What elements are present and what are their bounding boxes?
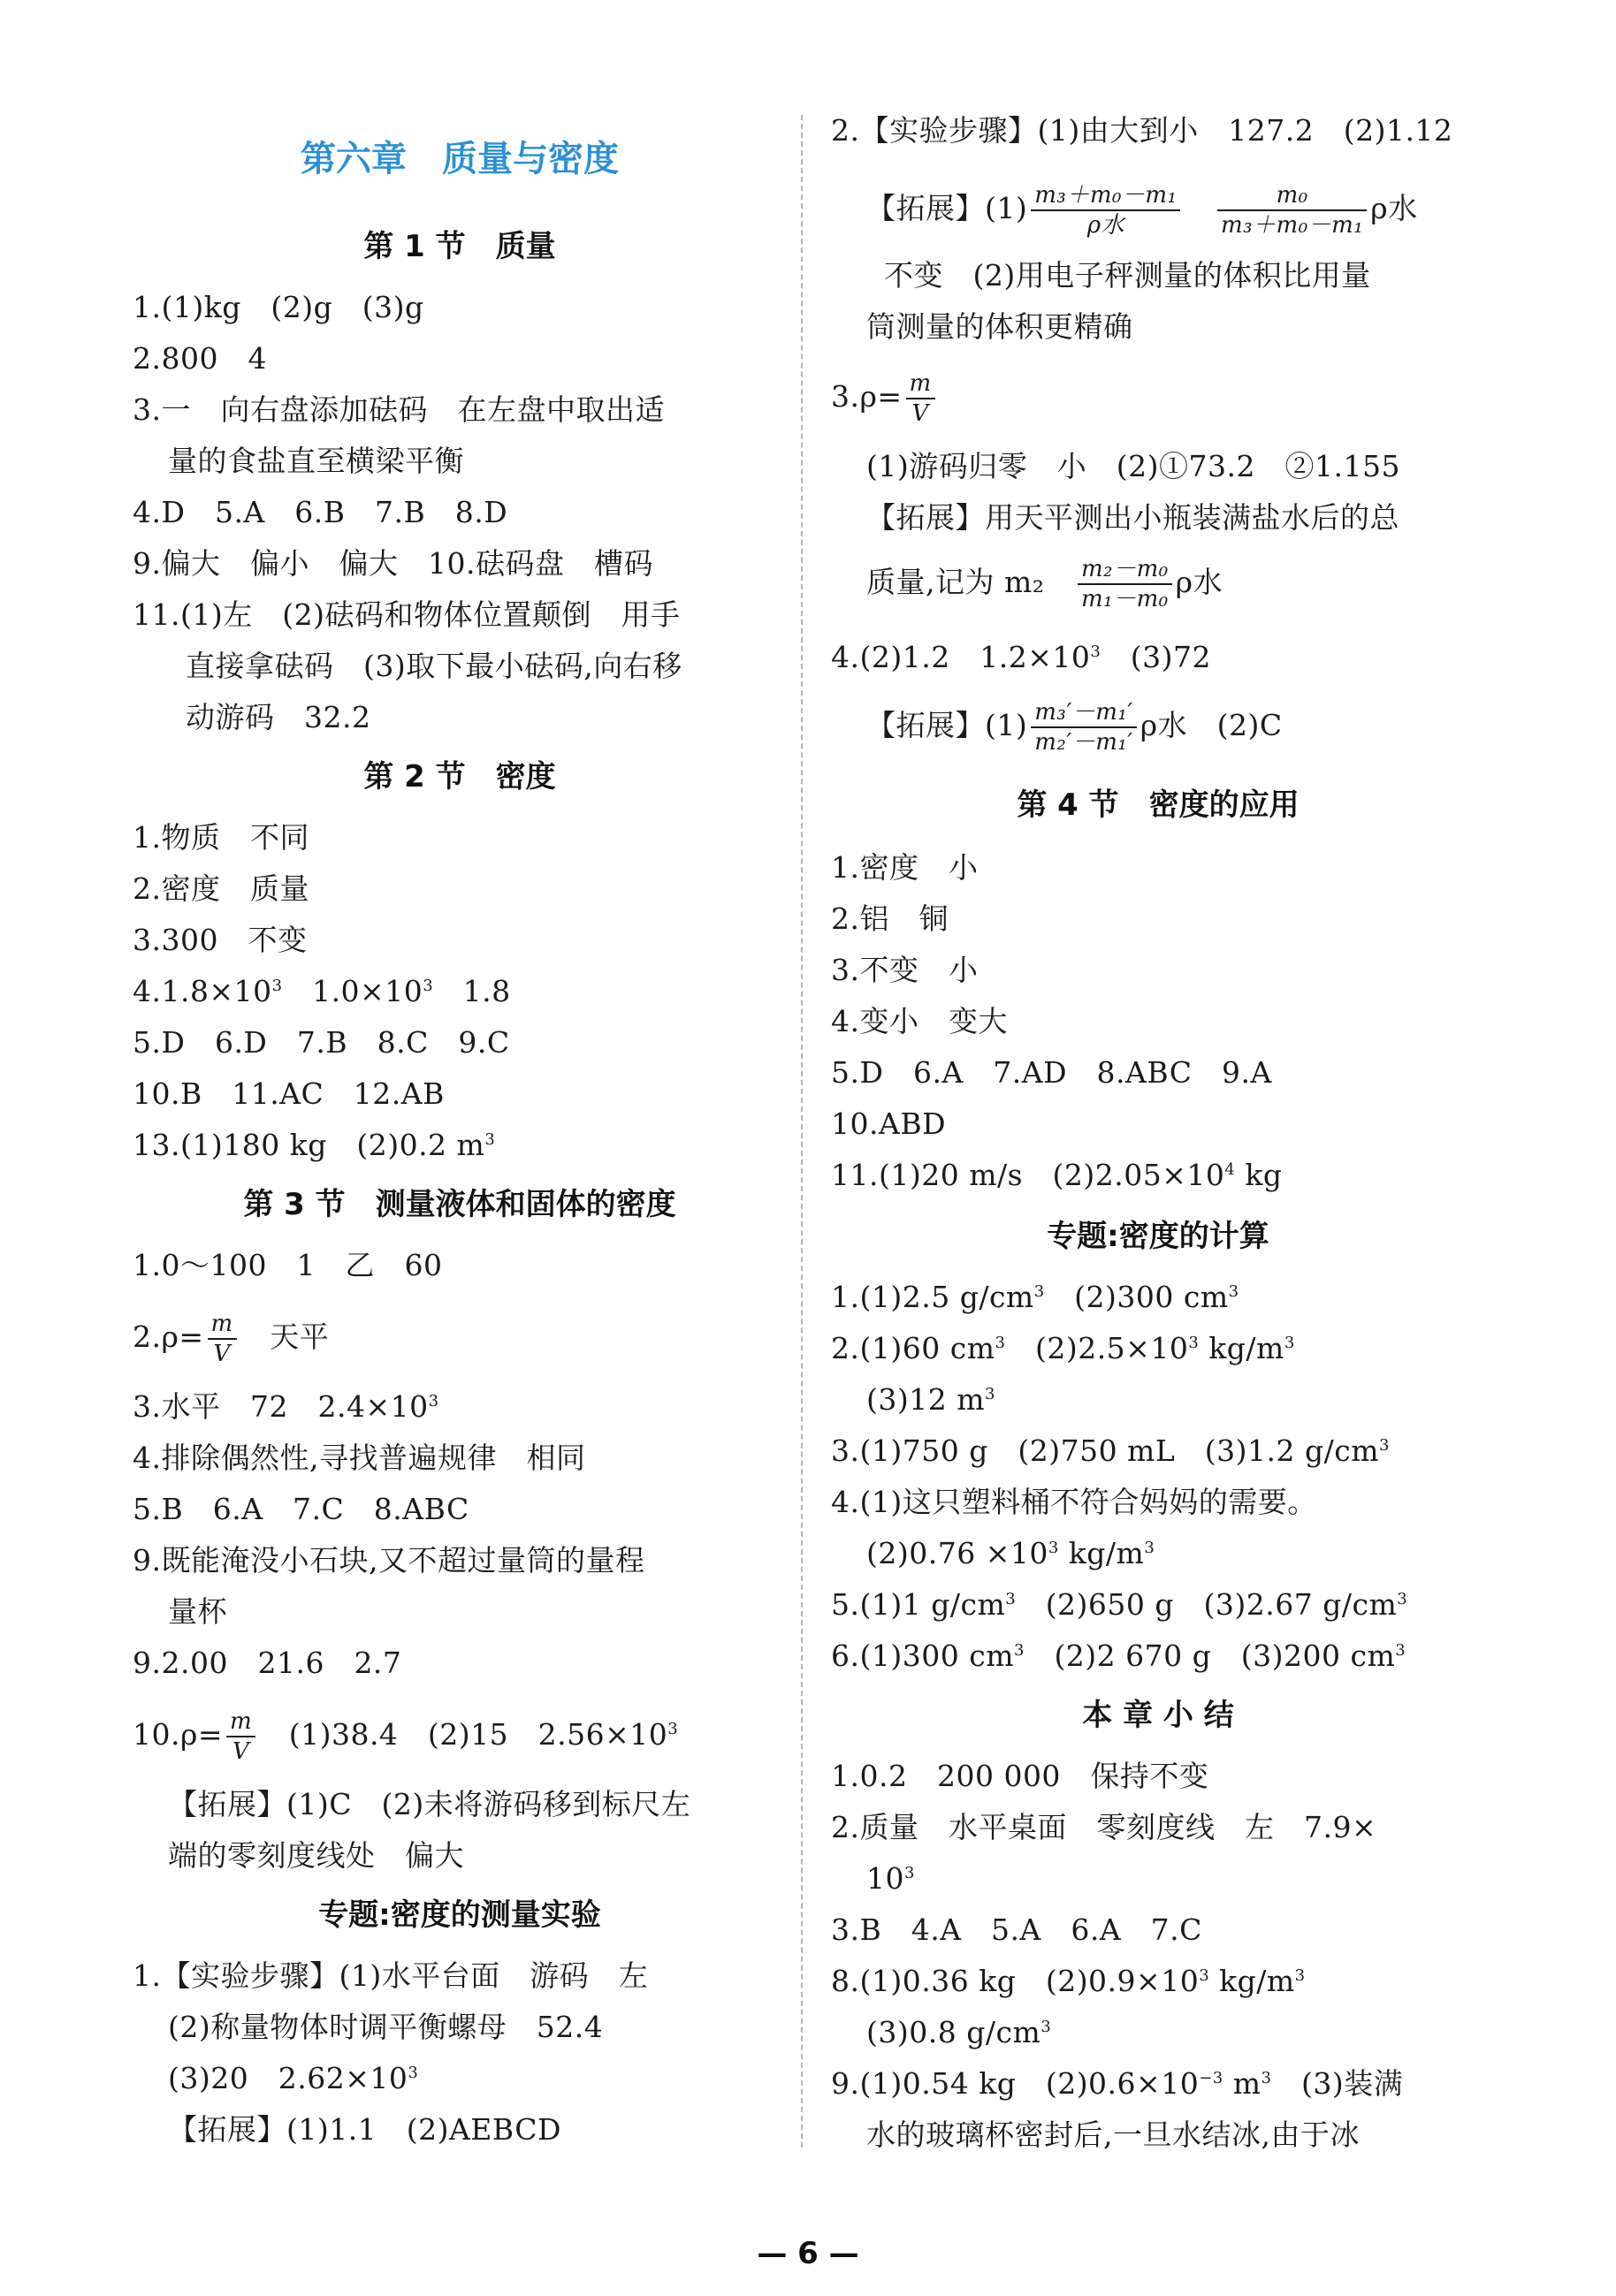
formula-fraction: $\frac{\text{m₀}}{\text{m₃＋m₀－m₁}}$ [1217, 181, 1367, 239]
answer-line: 13.(1)180 kg (2)0.2 $m^3$ [133, 1128, 496, 1162]
chapter-summary-title: 本 章 小 结 [1082, 1698, 1234, 1733]
answer-line: 量杯 [168, 1594, 227, 1629]
formula-fraction: $\frac{\text{m₃′－m₁′}}{\text{m₂′－m₁′}}$ [1031, 698, 1136, 756]
answer-line: 【拓展】(1) $\frac{\text{m₃′－m₁′}}{\text{m₂′－m₁′}}$ ρ水 (2)C [866, 699, 1283, 756]
answer-line: 【拓展】(1)C (2)未将游码移到标尺左 [168, 1787, 691, 1821]
chapter-title: 第六章 质量与密度 [301, 138, 619, 179]
answer-line: 10.B 11.AC 12.AB [133, 1076, 445, 1111]
answer-line: 3.300 不变 [133, 923, 308, 957]
answer-line: 不变 (2)用电子秤测量的体积比用量 [884, 258, 1371, 293]
answer-line: 9.(1)0.54 kg $(2)0.6\times 10^{-3}$ $m^3$ (3)装满 [831, 2066, 1404, 2101]
section-title-2: 第 2 节 密度 [363, 759, 556, 794]
answer-line: 5.D 6.A 7.AD 8.ABC 9.A [831, 1055, 1272, 1090]
answer-line: 4.变小 变大 [831, 1004, 1008, 1038]
answer-line: (1)游码归零 小 (2)①73.2 ②1.155 [866, 449, 1400, 483]
answer-line: (3)20 $2.62\times 10^3$ [168, 2061, 419, 2095]
answer-line: $4.1.8\times 10^3$ $1.0\times 10^3$ 1.8 [133, 974, 511, 1008]
answer-line: 1.密度 小 [831, 850, 979, 885]
answer-line: 2.【实验步骤】(1)由大到小 127.2 (2)1.12 [831, 113, 1453, 148]
answer-line: 5.D 6.D 7.B 8.C 9.C [133, 1025, 510, 1060]
answer-line: 9.既能淹没小石块,又不超过量筒的量程 [133, 1543, 645, 1578]
topic-title-2: 专题:密度的计算 [1047, 1219, 1269, 1254]
answer-line: 8.(1)0.36 kg $(2)0.9\times 10^3$ $kg/m^3$ [831, 1964, 1306, 1998]
answer-line: 量的食盐直至横梁平衡 [168, 444, 464, 478]
answer-line: 4.排除偶然性,寻找普遍规律 相同 [133, 1441, 586, 1475]
answer-line: 4.(1)这只塑料桶不符合妈妈的需要。 [831, 1485, 1317, 1519]
topic-title-1: 专题:密度的测量实验 [318, 1897, 601, 1933]
answer-line: 2.(1)60 $cm^3$ $(2)2.5\times 10^3$ $kg/m^3$ [831, 1331, 1295, 1365]
formula-fraction: $\frac{m}{V}$ [208, 1310, 237, 1368]
answer-line: 筒测量的体积更精确 [866, 309, 1133, 344]
answer-line: 4.D 5.A 6.B 7.B 8.D [133, 495, 508, 529]
formula-fraction: $\frac{\text{m₂－m₀}}{\text{m₁－m₀}}$ [1078, 555, 1172, 613]
section-title-3: 第 3 节 测量液体和固体的密度 [243, 1187, 676, 1222]
answer-line: 11.(1)左 (2)砝码和物体位置颠倒 用手 [133, 597, 681, 632]
answer-line: 10.ρ= $\frac{m}{V}$ (1)38.4 (2)15 $2.56\times 10^3$ [133, 1708, 679, 1765]
answer-line: 直接拿砝码 (3)取下最小砝码,向右移 [186, 649, 682, 683]
answer-line: 水的玻璃杯密封后,一旦水结冰,由于冰 [866, 2117, 1360, 2152]
answer-line: 1.0～100 1 乙 60 [133, 1248, 443, 1282]
answer-line: 3.(1)750 g (2)750 mL (3)1.2 $g/cm^3$ [831, 1433, 1390, 1468]
formula-fraction: $\frac{m}{V}$ [906, 369, 935, 428]
answer-line: 3.ρ= $\frac{m}{V}$ [831, 369, 1485, 428]
answer-line: 3.一 向右盘添加砝码 在左盘中取出适 [133, 392, 665, 427]
answer-line: (3)0.8 $g/cm^3$ [866, 2015, 1052, 2049]
answer-line: 2.铝 铜 [831, 901, 949, 936]
answer-line: 【拓展】(1)1.1 (2)AEBCD [168, 2112, 561, 2147]
section-title-4: 第 4 节 密度的应用 [1017, 787, 1300, 823]
answer-line: 1.【实验步骤】(1)水平台面 游码 左 [133, 1958, 649, 1993]
answer-line: (2)称量物体时调平衡螺母 52.4 [168, 2010, 604, 2044]
answer-line: 质量,记为 m₂ $\frac{\text{m₂－m₀}}{\text{m₁－m₀}}$ ρ水 [866, 556, 1223, 612]
answer-line: 6.(1)300 $cm^3$ (2)2 670 g (3)200 $cm^3$ [831, 1638, 1406, 1673]
answer-line: $10^3$ [866, 1861, 915, 1896]
answer-line: 4.(2)1.2 $1.2\times 10^3$ (3)72 [831, 640, 1212, 674]
answer-line: 端的零刻度线处 偏大 [168, 1838, 464, 1873]
answer-line: 【拓展】用天平测出小瓶装满盐水后的总 [866, 500, 1399, 535]
formula-fraction: $\frac{m}{V}$ [226, 1707, 255, 1766]
answer-line: 2.密度 质量 [133, 871, 309, 906]
answer-line: 9.偏大 偏小 偏大 10.砝码盘 槽码 [133, 546, 653, 581]
answer-line: 3.B 4.A 5.A 6.A 7.C [831, 1912, 1202, 1947]
answer-line: 2.质量 水平桌面 零刻度线 左 7.9× [831, 1810, 1377, 1844]
answer-line: 1.物质 不同 [133, 820, 309, 855]
answer-line: 2.800 4 [133, 341, 267, 376]
answer-line: 【拓展】(1) $\frac{\text{m₃＋m₀－m₁}}{\text{ρ水}}$ $\frac{\text{m₀}}{\text{m₃＋m₀－m₁}}$ ρ水 [866, 182, 1418, 239]
answer-line: 2.ρ= $\frac{m}{V}$ 天平 [133, 1311, 330, 1367]
formula-fraction: $\frac{\text{m₃＋m₀－m₁}}{\text{ρ水}}$ [1031, 181, 1180, 239]
answer-line: 9.2.00 21.6 2.7 [133, 1646, 402, 1680]
answer-line: 1.(1)kg (2)g (3)g [133, 290, 424, 324]
answer-line: 1.(1)2.5 $g/cm^3$ (2)300 $cm^3$ [831, 1280, 1239, 1314]
section-title-1: 第 1 节 质量 [363, 229, 556, 264]
answer-line: 5.B 6.A 7.C 8.ABC [133, 1492, 469, 1526]
answer-line: 10.ABD [831, 1106, 947, 1141]
column-divider [801, 115, 803, 2148]
answer-line: $(2)0.76 \times 10^3$ $kg/m^3$ [866, 1536, 1155, 1570]
answer-line: 11.(1)20 m/s $(2)2.05\times 10^4$ kg [831, 1158, 1283, 1192]
answer-line: (3)12 $m^3$ [866, 1382, 995, 1417]
answer-line: 3.水平 72 $2.4\times 10^3$ [133, 1389, 439, 1424]
answer-line: 动游码 32.2 [186, 700, 371, 734]
page-number: — 6 — [757, 2236, 859, 2271]
answer-line: 1.0.2 200 000 保持不变 [831, 1759, 1209, 1793]
answer-line: 3.不变 小 [831, 953, 979, 987]
answer-line: 5.(1)1 $g/cm^3$ (2)650 g (3)2.67 $g/cm^3$ [831, 1587, 1408, 1622]
